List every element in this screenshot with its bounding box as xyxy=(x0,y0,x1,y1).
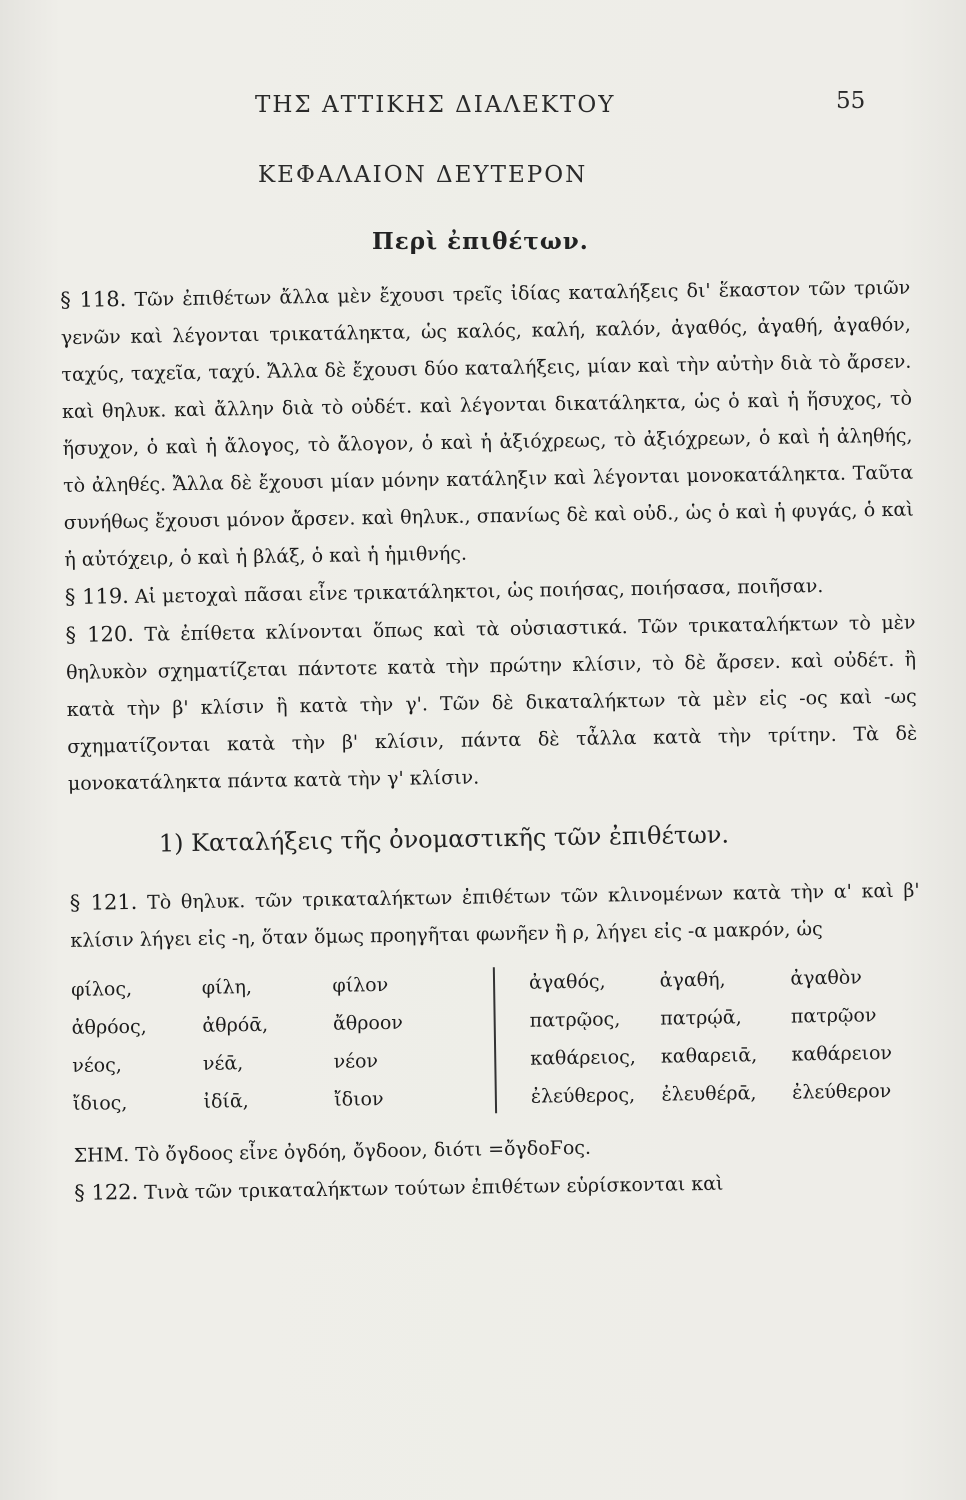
paragraph-118 xyxy=(60,269,915,579)
declension-table-left xyxy=(71,967,495,1120)
table-cell: ἐλευθέρᾱ, xyxy=(661,1082,757,1106)
chapter-title: ΚΕΦΑΛΑΙΟΝ ΔΕΥΤΕΡΟΝ xyxy=(258,162,588,188)
table-cell: καθάρειον xyxy=(791,1042,893,1066)
paragraph-text: Τὸ θηλυκ. τῶν τρικαταλήκτων ἐπιθέτων τῶν κλινομένων κατὰ τὴν α' καὶ β' κλίσιν λήγει εἰς -η, ὅταν ὅμως προηγῆται φωνῆεν ἢ ρ, λήγει εἰς -α μακρόν, ὡς xyxy=(70,879,920,952)
paragraph-number: § 119. xyxy=(64,583,130,609)
page-number: 55 xyxy=(836,88,866,114)
section-title: Περὶ ἐπιθέτων. xyxy=(372,228,589,255)
declension-table xyxy=(71,961,923,1120)
paragraph-text: Τὰ ἐπίθετα κλίνονται ὅπως καὶ τὰ οὐσιαστικά. Τῶν τρικαταλήκτων τὸ μὲν θηλυκὸν σχηματίζεται πάντοτε κατὰ τὴν πρώτην κλίσιν, τὸ δὲ ἄρσεν. καὶ οὐδέτ. ἢ κατὰ τὴν β' κλίσιν ἢ κατὰ τὴν γ'. Τῶν δὲ δικαταλήκτων τὰ μὲν εἰς -ος καὶ -ως σχηματίζονται κατὰ τὴν β' κλίσιν, πάντα δὲ τἆλλα κατὰ τὴν τρίτην. Τὰ δὲ μονοκατάληκτα πάντα κατὰ τὴν γ' κλίσιν. xyxy=(65,611,918,795)
paragraph-text: Αἱ μετοχαὶ πᾶσαι εἶνε τρικατάληκτοι, ὡς ποιήσας, ποιήσασα, ποιῆσαν. xyxy=(134,575,824,608)
paragraph-120 xyxy=(65,604,918,803)
table-cell: ἴδιον xyxy=(334,1088,384,1111)
note-label: ΣΗΜ. xyxy=(73,1144,130,1167)
paragraph-number: § 118. xyxy=(60,286,127,312)
table-cell: ἀθρόᾱ, xyxy=(202,1013,269,1037)
paragraph-number: § 121. xyxy=(69,889,138,915)
note-text: Τὸ ὄγδοος εἶνε ὀγδόη, ὄγδοον, διότι =ὄγδοϜος. xyxy=(135,1136,592,1166)
table-cell: ἀγαθός, xyxy=(528,970,606,994)
table-cell: φίλος, xyxy=(70,977,133,1001)
paragraph-text: Τινὰ τῶν τρικαταλήκτων τούτων ἐπιθέτων εὑρίσκονται καὶ xyxy=(144,1172,724,1204)
table-cell: νέον xyxy=(333,1050,379,1073)
table-cell: καθάρειος, xyxy=(530,1046,636,1070)
body-text xyxy=(60,269,925,1213)
running-head: ΤΗΣ ΑΤΤΙΚΗΣ ΔΙΑΛΕΚΤΟΥ xyxy=(255,92,616,118)
table-cell: ἀθρόος, xyxy=(71,1015,147,1039)
paragraph-number: § 120. xyxy=(65,621,135,647)
declension-table-right xyxy=(493,961,923,1114)
table-cell: ἐλεύθερος, xyxy=(530,1084,636,1108)
paragraph-number: § 122. xyxy=(74,1179,139,1205)
table-cell: καθαρειᾱ, xyxy=(660,1044,758,1068)
table-cell: ἀγαθή, xyxy=(659,968,726,992)
table-cell: ἴδιος, xyxy=(72,1092,128,1115)
table-cell: ἐλεύθερον xyxy=(791,1080,892,1104)
table-cell: νέος, xyxy=(72,1054,122,1077)
table-cell: ἰδίᾱ, xyxy=(203,1090,249,1113)
table-cell: φίλον xyxy=(332,973,389,997)
table-cell: πατρῴᾱ, xyxy=(660,1006,742,1030)
table-cell: πατρῷον xyxy=(790,1004,877,1028)
table-cell: φίλη, xyxy=(201,976,253,999)
table-cell: πατρῷος, xyxy=(529,1008,621,1032)
paragraph-121 xyxy=(69,872,920,960)
table-cell: νέᾱ, xyxy=(202,1052,244,1075)
table-cell: ἀγαθὸν xyxy=(790,966,862,990)
table-cell: ἄθροον xyxy=(332,1011,404,1035)
paragraph-text: Τῶν ἐπιθέτων ἄλλα μὲν ἔχουσι τρεῖς ἰδίας καταλήξεις δι' ἕκαστον τῶν τριῶν γενῶν καὶ λέγονται τρικατάληκτα, ὡς καλός, καλή, καλόν, ἀγαθός, ἀγαθή, ἀγαθόν, ταχύς, ταχεῖα, ταχύ. Ἄλλα δὲ ἔχουσι δύο καταλήξεις, μίαν καὶ τὴν αὐτὴν διὰ τὸ ἄρσεν. καὶ θηλυκ. καὶ ἄλλην διὰ τὸ οὐδέτ. καὶ λέγονται δικατάληκτα, ὡς ὁ καὶ ἡ ἥσυχος, τὸ ἥσυχον, ὁ καὶ ἡ ἄλογος, τὸ ἄλογον, ὁ καὶ ἡ ἀξιόχρεως, τὸ ἀξιόχρεων, ὁ καὶ ἡ ἀληθής, τὸ ἀληθές. Ἄλλα δὲ ἔχουσι μίαν μόνην κατάληξιν καὶ λέγονται μονοκατάληκτα. Ταῦτα συνήθως ἔχουσι μόνον ἄρσεν. καὶ θηλυκ., σπανίως δὲ καὶ οὐδ., ὡς ὁ καὶ ἡ φυγάς, ὁ καὶ ἡ αὐτόχειρ, ὁ καὶ ἡ βλάξ, ὁ καὶ ἡ ἡμιθνής. xyxy=(60,276,914,571)
subsection-heading: 1) Καταλήξεις τῆς ὀνομαστικῆς τῶν ἐπιθέτων. xyxy=(158,820,730,858)
